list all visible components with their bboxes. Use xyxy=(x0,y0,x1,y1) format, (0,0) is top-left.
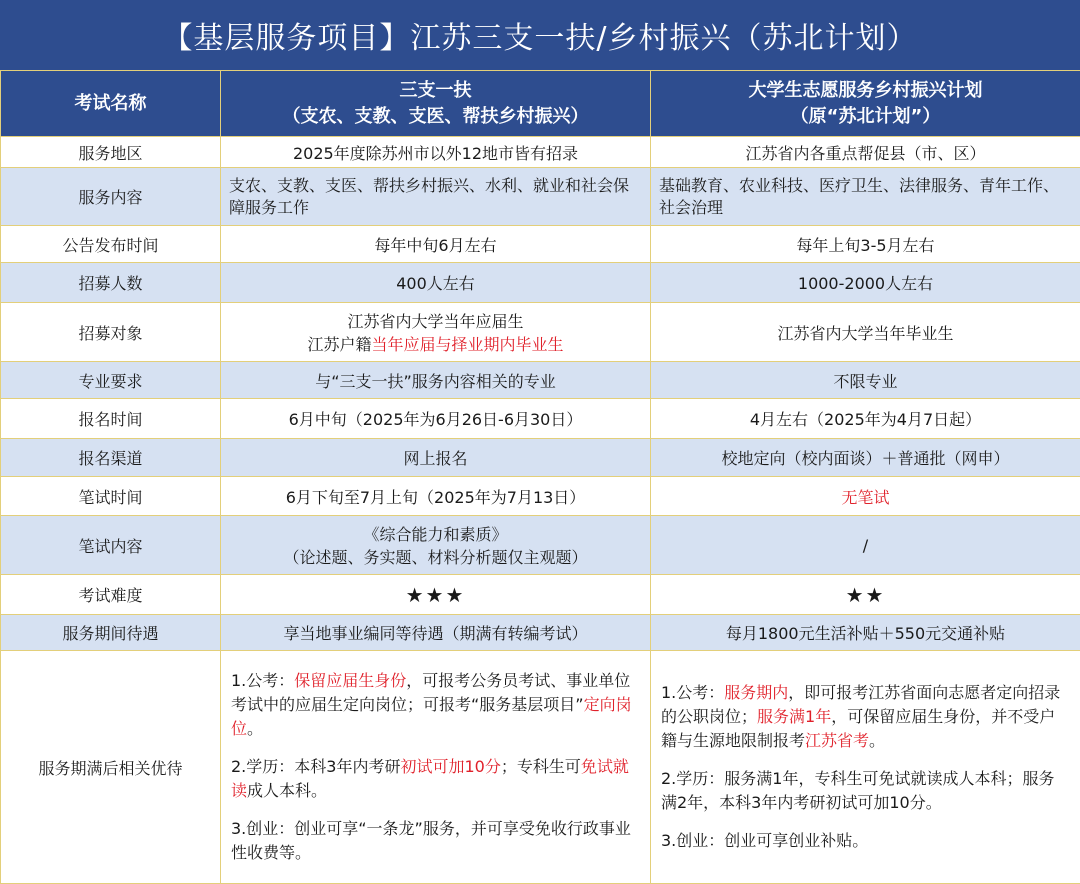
row-label: 招募人数 xyxy=(1,263,221,303)
table-row-treatment xyxy=(1,615,1080,651)
difficulty-stars: ★★ xyxy=(651,575,1080,615)
page-title: 【基层服务项目】江苏三支一扶/乡村振兴（苏北计划） xyxy=(0,0,1080,70)
cell-sanzhiyifu: 每年中旬6月左右 xyxy=(221,226,651,263)
benefit-text: 。 xyxy=(869,731,886,750)
benefit-text: ；专科生可 xyxy=(500,757,581,776)
cell-subei: 无笔试 xyxy=(651,477,1080,516)
benefit-highlight: 定向岗位 xyxy=(231,695,632,738)
cell-sanzhiyifu: 6月下旬至7月上旬（2025年为7月13日） xyxy=(221,477,651,516)
cell-sanzhiyifu: 与“三支一扶”服务内容相关的专业 xyxy=(221,362,651,399)
row-label: 报名渠道 xyxy=(1,439,221,477)
benefit-text: 成人本科。 xyxy=(247,781,328,800)
benefit-highlight: 服务满1年 xyxy=(757,707,832,726)
cell-subei: 4月左右（2025年为4月7日起） xyxy=(651,399,1080,439)
cell-subei: 校地定向（校内面谈）＋普通批（网申） xyxy=(651,439,1080,477)
benefit-text: 。 xyxy=(247,719,264,738)
table-row-exam-time xyxy=(1,477,1080,516)
header-exam-name: 考试名称 xyxy=(1,71,221,137)
table-row-target xyxy=(1,303,1080,362)
exam-content-line-2: （论述题、务实题、材料分析题仅主观题） xyxy=(283,548,588,567)
table-row-exam-content xyxy=(1,516,1080,575)
benefit-text: 2.学历：本科3年内考研 xyxy=(231,757,401,776)
cell-subei: 基础教育、农业科技、医疗卫生、法律服务、青年工作、社会治理 xyxy=(651,168,1080,226)
row-label: 考试难度 xyxy=(1,575,221,615)
table-row-count xyxy=(1,263,1080,303)
cell-subei: 1000-2000人左右 xyxy=(651,263,1080,303)
cell-sanzhiyifu xyxy=(221,303,651,362)
header-sanzhiyifu xyxy=(221,71,651,137)
cell-subei: 江苏省内大学当年毕业生 xyxy=(651,303,1080,362)
benefit-text: ，可报考公务员考试、事业单位考试中的应届生定向岗位；可报考“服务基层项目” xyxy=(231,671,631,714)
benefit-highlight: 保留应届生身份 xyxy=(294,671,407,690)
cell-subei: 每年上旬3-5月左右 xyxy=(651,226,1080,263)
row-label: 公告发布时间 xyxy=(1,226,221,263)
cell-sanzhiyifu: 6月中旬（2025年为6月26日-6月30日） xyxy=(221,399,651,439)
row-label: 服务地区 xyxy=(1,137,221,168)
benefit-highlight: 江苏省考 xyxy=(805,731,870,750)
row-label: 报名时间 xyxy=(1,399,221,439)
cell-subei: 江苏省内各重点帮促县（市、区） xyxy=(651,137,1080,168)
row-label: 笔试内容 xyxy=(1,516,221,575)
benefit-civil-exam xyxy=(231,669,640,741)
cell-sanzhiyifu xyxy=(221,516,651,575)
target-highlight: 当年应届与择业期内毕业生 xyxy=(371,335,564,354)
target-line-1: 江苏省内大学当年应届生 xyxy=(347,312,524,331)
benefit-text: ，可保留应届生身份，并不受户籍与生源地限制报考 xyxy=(661,707,1056,750)
table-row-channel xyxy=(1,439,1080,477)
cell-subei: 每月1800元生活补贴＋550元交通补贴 xyxy=(651,615,1080,651)
difficulty-stars: ★★★ xyxy=(221,575,651,615)
benefit-civil-exam xyxy=(661,681,1070,753)
header-subei-title: 大学生志愿服务乡村振兴计划 xyxy=(748,79,983,101)
row-label: 专业要求 xyxy=(1,362,221,399)
row-label: 服务期满后相关优待 xyxy=(1,651,221,884)
benefit-highlight: 免试就读 xyxy=(231,757,629,800)
cell-sanzhiyifu: 400人左右 xyxy=(221,263,651,303)
cell-sanzhiyifu: 2025年度除苏州市以外12地市皆有招录 xyxy=(221,137,651,168)
table-row-signup xyxy=(1,399,1080,439)
table-row-major xyxy=(1,362,1080,399)
target-prefix: 江苏户籍 xyxy=(307,335,372,354)
header-subei-plan xyxy=(651,71,1080,137)
row-label: 服务期间待遇 xyxy=(1,615,221,651)
cell-sanzhiyifu xyxy=(221,651,651,884)
benefit-text: 1.公考： xyxy=(231,671,295,690)
header-subei-subtitle: （原“苏北计划”） xyxy=(790,105,941,127)
table-row-area xyxy=(1,137,1080,168)
cell-sanzhiyifu: 享当地事业编同等待遇（期满有转编考试） xyxy=(221,615,651,651)
table-header-row xyxy=(1,71,1080,137)
row-label: 服务内容 xyxy=(1,168,221,226)
header-sanzhiyifu-title: 三支一扶 xyxy=(399,79,472,101)
exam-content-line-1: 《综合能力和素质》 xyxy=(363,525,508,544)
cell-subei xyxy=(651,651,1080,884)
benefit-text: ，即可报考江苏省面向志愿者定向招录的公职岗位； xyxy=(661,683,1061,726)
target-line-2 xyxy=(229,332,642,355)
row-label: 招募对象 xyxy=(1,303,221,362)
header-sanzhiyifu-subtitle: （支农、支教、支医、帮扶乡村振兴） xyxy=(282,105,589,127)
table-row-announce xyxy=(1,226,1080,263)
benefit-highlight: 初试可加10分 xyxy=(400,757,501,776)
benefit-education xyxy=(231,755,640,803)
cell-sanzhiyifu: 网上报名 xyxy=(221,439,651,477)
benefit-startup: 3.创业：创业可享“一条龙”服务，并可享受免收行政事业性收费等。 xyxy=(231,819,631,862)
table-row-benefits xyxy=(1,651,1080,884)
table-row-difficulty xyxy=(1,575,1080,615)
cell-subei: 不限专业 xyxy=(651,362,1080,399)
benefit-highlight: 服务期内 xyxy=(724,683,789,702)
table-row-content xyxy=(1,168,1080,226)
comparison-table xyxy=(0,70,1080,884)
benefit-text: 1.公考： xyxy=(661,683,725,702)
benefit-startup: 3.创业：创业可享创业补贴。 xyxy=(661,831,869,850)
row-label: 笔试时间 xyxy=(1,477,221,516)
benefit-education: 2.学历：服务满1年，专科生可免试就读成人本科；服务满2年，本科3年内考研初试可加10分。 xyxy=(661,769,1055,812)
cell-sanzhiyifu: 支农、支教、支医、帮扶乡村振兴、水利、就业和社会保障服务工作 xyxy=(221,168,651,226)
cell-subei: / xyxy=(651,516,1080,575)
